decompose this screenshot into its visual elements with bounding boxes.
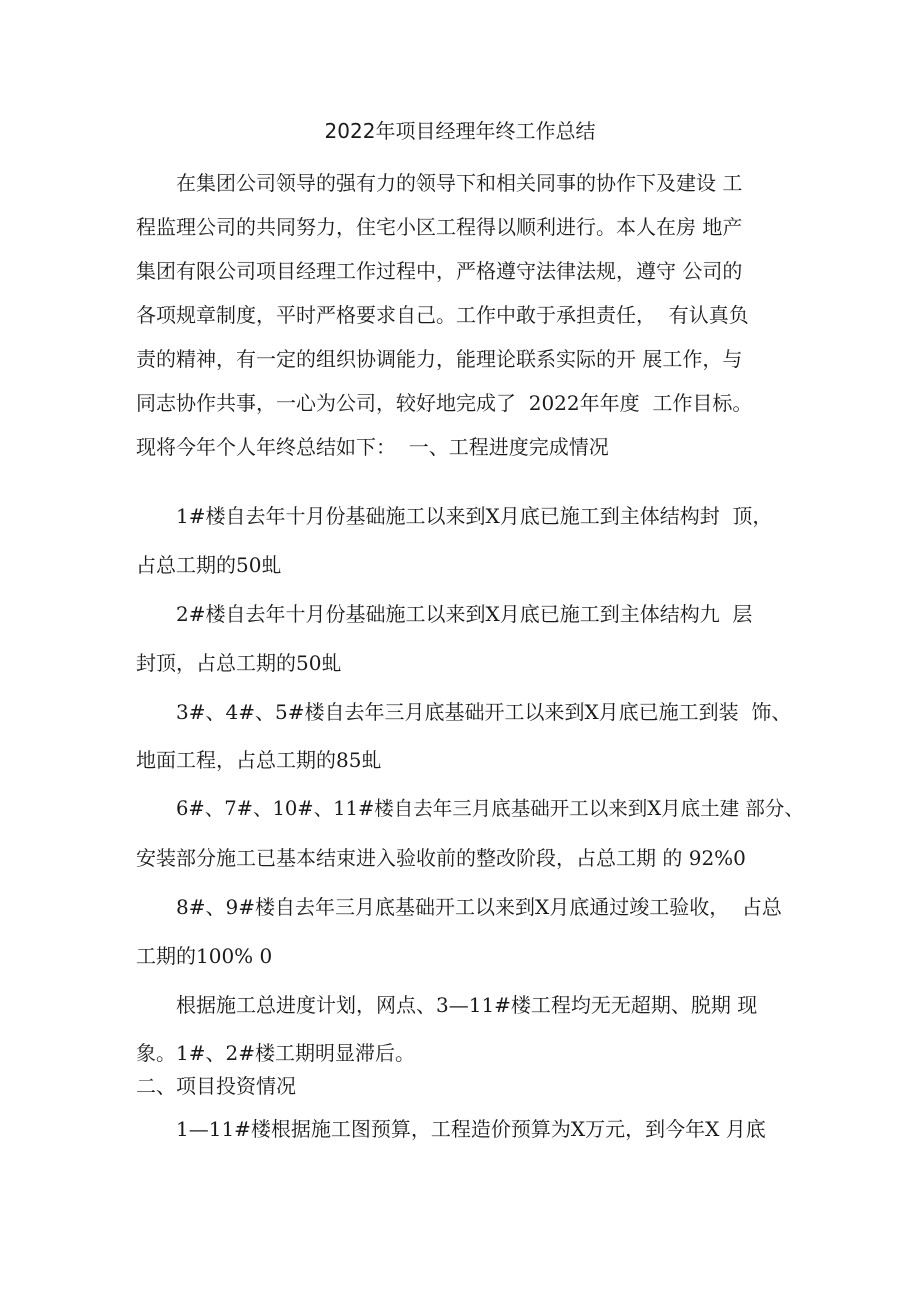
progress-item-1-line-1: 1#楼自去年十月份基础施工以来到X月底已施工到主体结构封 顶， — [176, 504, 773, 528]
progress-item-2-line-1: 2#楼自去年十月份基础施工以来到X月底已施工到主体结构九 层 — [176, 602, 753, 626]
intro-line-1: 在集团公司领导的强有力的领导下和相关同事的协作下及建设 工 — [176, 171, 743, 195]
progress-item-6-line-2: 象。1#、2#楼工期明显滞后。 — [136, 1041, 415, 1065]
intro-line-2: 程监理公司的共同努力，住宅小区工程得以顺利进行。本人在房 地产 — [136, 215, 743, 239]
intro-line-7: 现将今年个人年终总结如下： 一、工程进度完成情况 — [136, 435, 609, 459]
progress-item-4-line-2: 安装部分施工已基本结束进入验收前的整改阶段，占总工期 的 92%0 — [136, 846, 746, 870]
progress-item-5-line-1: 8#、9#楼自去年三月底基础开工以来到X月底通过竣工验收， 占总 — [176, 895, 782, 919]
progress-item-4-line-1: 6#、7#、10#、11#楼自去年三月底基础开工以来到X月底土建 部分、 — [176, 797, 804, 820]
intro-line-6: 同志协作共事，一心为公司，较好地完成了 2022年年度 工作目标。 — [136, 391, 753, 415]
section-2-heading: 二、项目投资情况 — [136, 1074, 296, 1098]
progress-item-6-line-1: 根据施工总进度计划，网点、3—11#楼工程均无无超期、脱期 现 — [176, 993, 758, 1017]
progress-item-1-line-2: 占总工期的50虬 — [136, 553, 282, 577]
intro-line-4: 各项规章制度，平时严格要求自己。工作中敢于承担责任， 有认真负 — [136, 303, 749, 327]
intro-line-5: 责的精神，有一定的组织协调能力，能理论联系实际的开 展工作，与 — [136, 347, 743, 371]
section-2-line-1: 1—11#楼根据施工图预算，工程造价预算为X万元，到今年X 月底 — [176, 1117, 766, 1141]
progress-item-5-line-2: 工期的100% 0 — [136, 944, 273, 968]
intro-line-3: 集团有限公司项目经理工作过程中，严格遵守法律法规，遵守 公司的 — [136, 259, 743, 283]
document-title: 2022年项目经理年终工作总结 — [324, 119, 596, 143]
progress-item-2-line-2: 封顶，占总工期的50虬 — [136, 651, 342, 675]
progress-item-3-line-1: 3#、4#、5#楼自去年三月底基础开工以来到X月底已施工到装 饰、 — [176, 700, 792, 724]
progress-item-3-line-2: 地面工程，占总工期的85虬 — [136, 748, 382, 772]
